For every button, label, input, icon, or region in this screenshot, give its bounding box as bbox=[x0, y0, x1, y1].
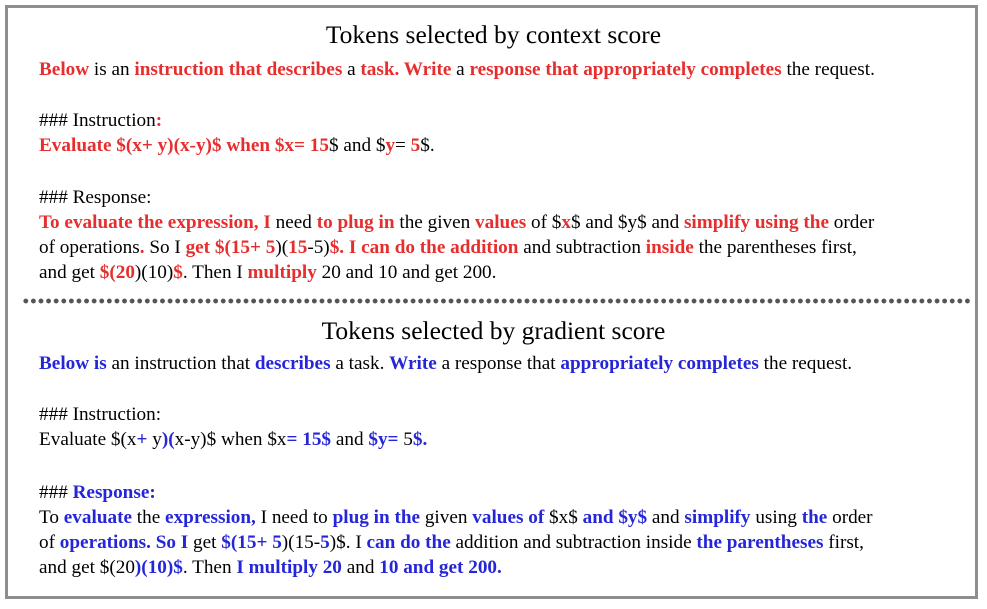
unselected-token: To bbox=[39, 507, 64, 528]
selected-token: can do the bbox=[366, 532, 451, 553]
selected-token: evaluate bbox=[63, 507, 132, 528]
selected-token: values of bbox=[472, 507, 545, 528]
context-text-line bbox=[39, 263, 496, 282]
unselected-token: ### Instruction bbox=[39, 110, 156, 131]
context-text-line bbox=[39, 60, 875, 79]
selected-token: To evaluate the expression, I bbox=[39, 212, 271, 233]
selected-token: simplify using the bbox=[683, 212, 829, 233]
selected-token: y bbox=[385, 135, 396, 156]
selected-token: $. I can do the addition bbox=[329, 237, 519, 258]
unselected-token: addition and subtraction inside bbox=[450, 532, 697, 553]
selected-token: Evaluate $(x+ y)(x-y)$ when $x= 15 bbox=[39, 135, 329, 156]
selected-token: Response: bbox=[72, 482, 156, 503]
unselected-token: 5 bbox=[403, 429, 413, 450]
context-score-title: Tokens selected by context score bbox=[325, 20, 662, 49]
gradient-text-line bbox=[39, 430, 427, 449]
gradient-text-line bbox=[39, 558, 502, 577]
unselected-token: x-y)$ when $x bbox=[174, 429, 287, 450]
context-text-line bbox=[39, 111, 162, 130]
unselected-token: )(10) bbox=[134, 262, 174, 283]
selected-token: x bbox=[561, 212, 571, 233]
context-text-line bbox=[39, 188, 151, 207]
unselected-token: the bbox=[132, 507, 166, 528]
unselected-token: y bbox=[147, 429, 162, 450]
unselected-token: -5) bbox=[307, 237, 330, 258]
selected-token: $(20 bbox=[99, 262, 135, 283]
unselected-token: a response that bbox=[436, 353, 561, 374]
gradient-text-line bbox=[39, 354, 852, 373]
selected-token: Write bbox=[389, 353, 437, 374]
selected-token: task. Write bbox=[360, 59, 452, 80]
selected-token: expression, bbox=[165, 507, 256, 528]
selected-token: )( bbox=[161, 429, 175, 450]
selected-token: values bbox=[475, 212, 527, 233]
selected-token: plug in the bbox=[332, 507, 421, 528]
selected-token: simplify bbox=[684, 507, 751, 528]
unselected-token: . Then bbox=[182, 557, 237, 578]
context-text-line bbox=[39, 213, 874, 232]
unselected-token: $. bbox=[420, 135, 435, 156]
selected-token: and $y$ bbox=[582, 507, 648, 528]
unselected-token: ### bbox=[39, 482, 73, 503]
unselected-token: . Then I bbox=[182, 262, 248, 283]
selected-token: I multiply 20 bbox=[236, 557, 342, 578]
gradient-text-line bbox=[39, 533, 864, 552]
selected-token: operations. So I bbox=[59, 532, 189, 553]
selected-token: multiply bbox=[247, 262, 317, 283]
unselected-token: the request. bbox=[758, 353, 853, 374]
unselected-token: is an bbox=[89, 59, 135, 80]
unselected-token: $x$ bbox=[544, 507, 583, 528]
selected-token: $. bbox=[412, 429, 428, 450]
selected-token: = 15$ bbox=[286, 429, 332, 450]
selected-token: instruction that describes bbox=[134, 59, 343, 80]
unselected-token: and bbox=[341, 557, 380, 578]
selected-token: inside bbox=[645, 237, 694, 258]
selected-token: 5 bbox=[320, 532, 330, 553]
unselected-token: )$. I bbox=[329, 532, 367, 553]
selected-token: Below bbox=[39, 59, 90, 80]
selected-token: describes bbox=[254, 353, 331, 374]
unselected-token: first, bbox=[823, 532, 864, 553]
unselected-token: and bbox=[331, 429, 369, 450]
selected-token: to plug in bbox=[316, 212, 395, 233]
unselected-token: ### Instruction: bbox=[39, 404, 162, 425]
gradient-text-line bbox=[39, 483, 156, 502]
unselected-token: and subtraction bbox=[518, 237, 646, 258]
unselected-token: using bbox=[750, 507, 802, 528]
selected-token: $ bbox=[173, 262, 183, 283]
selected-token: the parentheses bbox=[696, 532, 824, 553]
selected-token: . bbox=[139, 237, 145, 258]
selected-token: Below is bbox=[39, 353, 107, 374]
selected-token: the bbox=[801, 507, 828, 528]
selected-token: 5 bbox=[410, 135, 421, 156]
unselected-token: need bbox=[270, 212, 317, 233]
selected-token: 10 and get 200. bbox=[379, 557, 502, 578]
unselected-token: of operations bbox=[39, 237, 140, 258]
unselected-token: Evaluate $(x bbox=[39, 429, 137, 450]
unselected-token: order bbox=[827, 507, 873, 528]
selected-token: : bbox=[155, 110, 163, 131]
dotted-divider bbox=[22, 298, 972, 304]
unselected-token: I need to bbox=[255, 507, 333, 528]
gradient-text-line bbox=[39, 508, 873, 527]
unselected-token: )(15- bbox=[281, 532, 321, 553]
unselected-token: a bbox=[342, 59, 361, 80]
gradient-text-line bbox=[39, 405, 161, 424]
selected-token: appropriately completes bbox=[560, 353, 759, 374]
unselected-token: get bbox=[188, 532, 222, 553]
unselected-token: ### Response: bbox=[39, 187, 152, 208]
unselected-token: the request. bbox=[781, 59, 875, 80]
unselected-token: = bbox=[395, 135, 411, 156]
selected-token: $(15+ 5 bbox=[221, 532, 282, 553]
gradient-score-title: Tokens selected by gradient score bbox=[321, 316, 666, 345]
unselected-token: $ and $y$ and bbox=[570, 212, 684, 233]
unselected-token: and get $(20 bbox=[39, 557, 135, 578]
unselected-token: $ and $ bbox=[328, 135, 386, 156]
selected-token: get $(15+ 5 bbox=[185, 237, 276, 258]
unselected-token: So I bbox=[144, 237, 186, 258]
selected-token: $y= bbox=[368, 429, 404, 450]
unselected-token: and get bbox=[39, 262, 100, 283]
unselected-token: )( bbox=[275, 237, 289, 258]
unselected-token: given bbox=[420, 507, 473, 528]
selected-token: + bbox=[136, 429, 148, 450]
unselected-token: and bbox=[647, 507, 685, 528]
unselected-token: 20 and 10 and get 200. bbox=[316, 262, 497, 283]
unselected-token: the parentheses first, bbox=[693, 237, 857, 258]
unselected-token: a task. bbox=[330, 353, 390, 374]
selected-token: response that appropriately completes bbox=[469, 59, 782, 80]
unselected-token: the given bbox=[394, 212, 476, 233]
unselected-token: of $ bbox=[526, 212, 562, 233]
context-text-line bbox=[39, 238, 857, 257]
context-text-line bbox=[39, 136, 435, 155]
unselected-token: order bbox=[828, 212, 875, 233]
selected-token: )(10)$ bbox=[134, 557, 183, 578]
selected-token: 15 bbox=[288, 237, 308, 258]
unselected-token: an instruction that bbox=[106, 353, 255, 374]
unselected-token: of bbox=[39, 532, 60, 553]
unselected-token: a bbox=[451, 59, 470, 80]
